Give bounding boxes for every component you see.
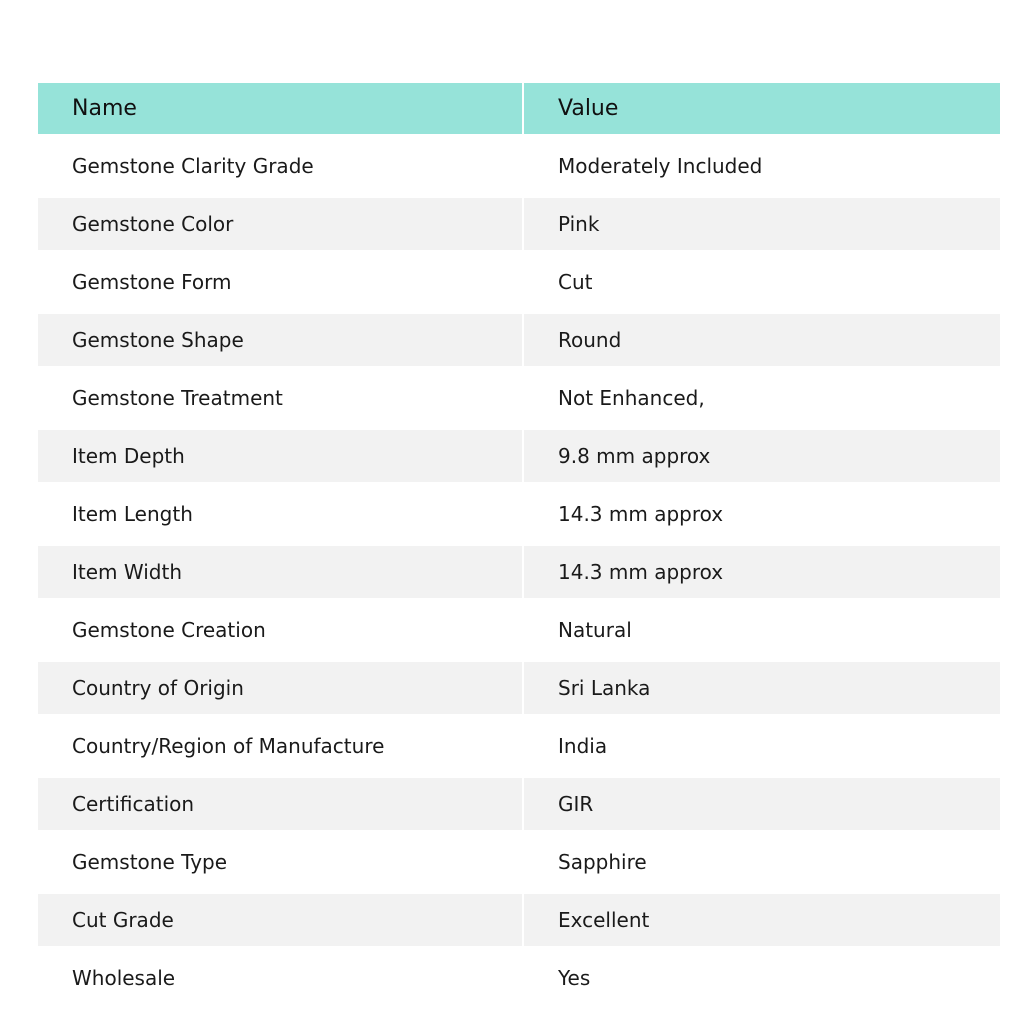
row-value: Sapphire — [523, 833, 1000, 891]
item-specifics-table — [38, 83, 1000, 1004]
row-name: Item Depth — [38, 427, 523, 485]
row-value: Round — [523, 311, 1000, 369]
row-value: 9.8 mm approx — [523, 427, 1000, 485]
table-header-row — [38, 83, 1000, 137]
row-value: Moderately Included — [523, 137, 1000, 195]
column-header-name: Name — [38, 83, 523, 137]
row-value: 14.3 mm approx — [523, 485, 1000, 543]
row-name: Gemstone Clarity Grade — [38, 137, 523, 195]
row-value: Cut — [523, 253, 1000, 311]
table-row — [38, 949, 1000, 1004]
table-row — [38, 195, 1000, 253]
row-name: Gemstone Type — [38, 833, 523, 891]
table-row — [38, 833, 1000, 891]
table-row — [38, 427, 1000, 485]
row-name: Country/Region of Manufacture — [38, 717, 523, 775]
row-value: Yes — [523, 949, 1000, 1004]
table-row — [38, 485, 1000, 543]
table-body — [38, 137, 1000, 1004]
row-value: Not Enhanced, — [523, 369, 1000, 427]
table-row — [38, 253, 1000, 311]
row-name: Item Length — [38, 485, 523, 543]
table-row — [38, 891, 1000, 949]
row-name: Gemstone Creation — [38, 601, 523, 659]
row-name: Wholesale — [38, 949, 523, 1004]
table-row — [38, 717, 1000, 775]
table-row — [38, 775, 1000, 833]
row-value: India — [523, 717, 1000, 775]
row-value: Natural — [523, 601, 1000, 659]
row-value: Pink — [523, 195, 1000, 253]
row-name: Gemstone Treatment — [38, 369, 523, 427]
table-row — [38, 659, 1000, 717]
table-header — [38, 83, 1000, 137]
column-header-value: Value — [558, 96, 619, 121]
row-value: GIR — [523, 775, 1000, 833]
row-name: Gemstone Color — [38, 195, 523, 253]
table-row — [38, 137, 1000, 195]
table-row — [38, 601, 1000, 659]
table-row — [38, 543, 1000, 601]
row-name: Cut Grade — [38, 891, 523, 949]
row-name: Gemstone Form — [38, 253, 523, 311]
row-name: Gemstone Shape — [38, 311, 523, 369]
row-value: 14.3 mm approx — [523, 543, 1000, 601]
table-row — [38, 311, 1000, 369]
row-name: Certification — [38, 775, 523, 833]
row-name: Item Width — [38, 543, 523, 601]
row-value: Sri Lanka — [523, 659, 1000, 717]
row-value: Excellent — [523, 891, 1000, 949]
table-row — [38, 369, 1000, 427]
row-name: Country of Origin — [38, 659, 523, 717]
